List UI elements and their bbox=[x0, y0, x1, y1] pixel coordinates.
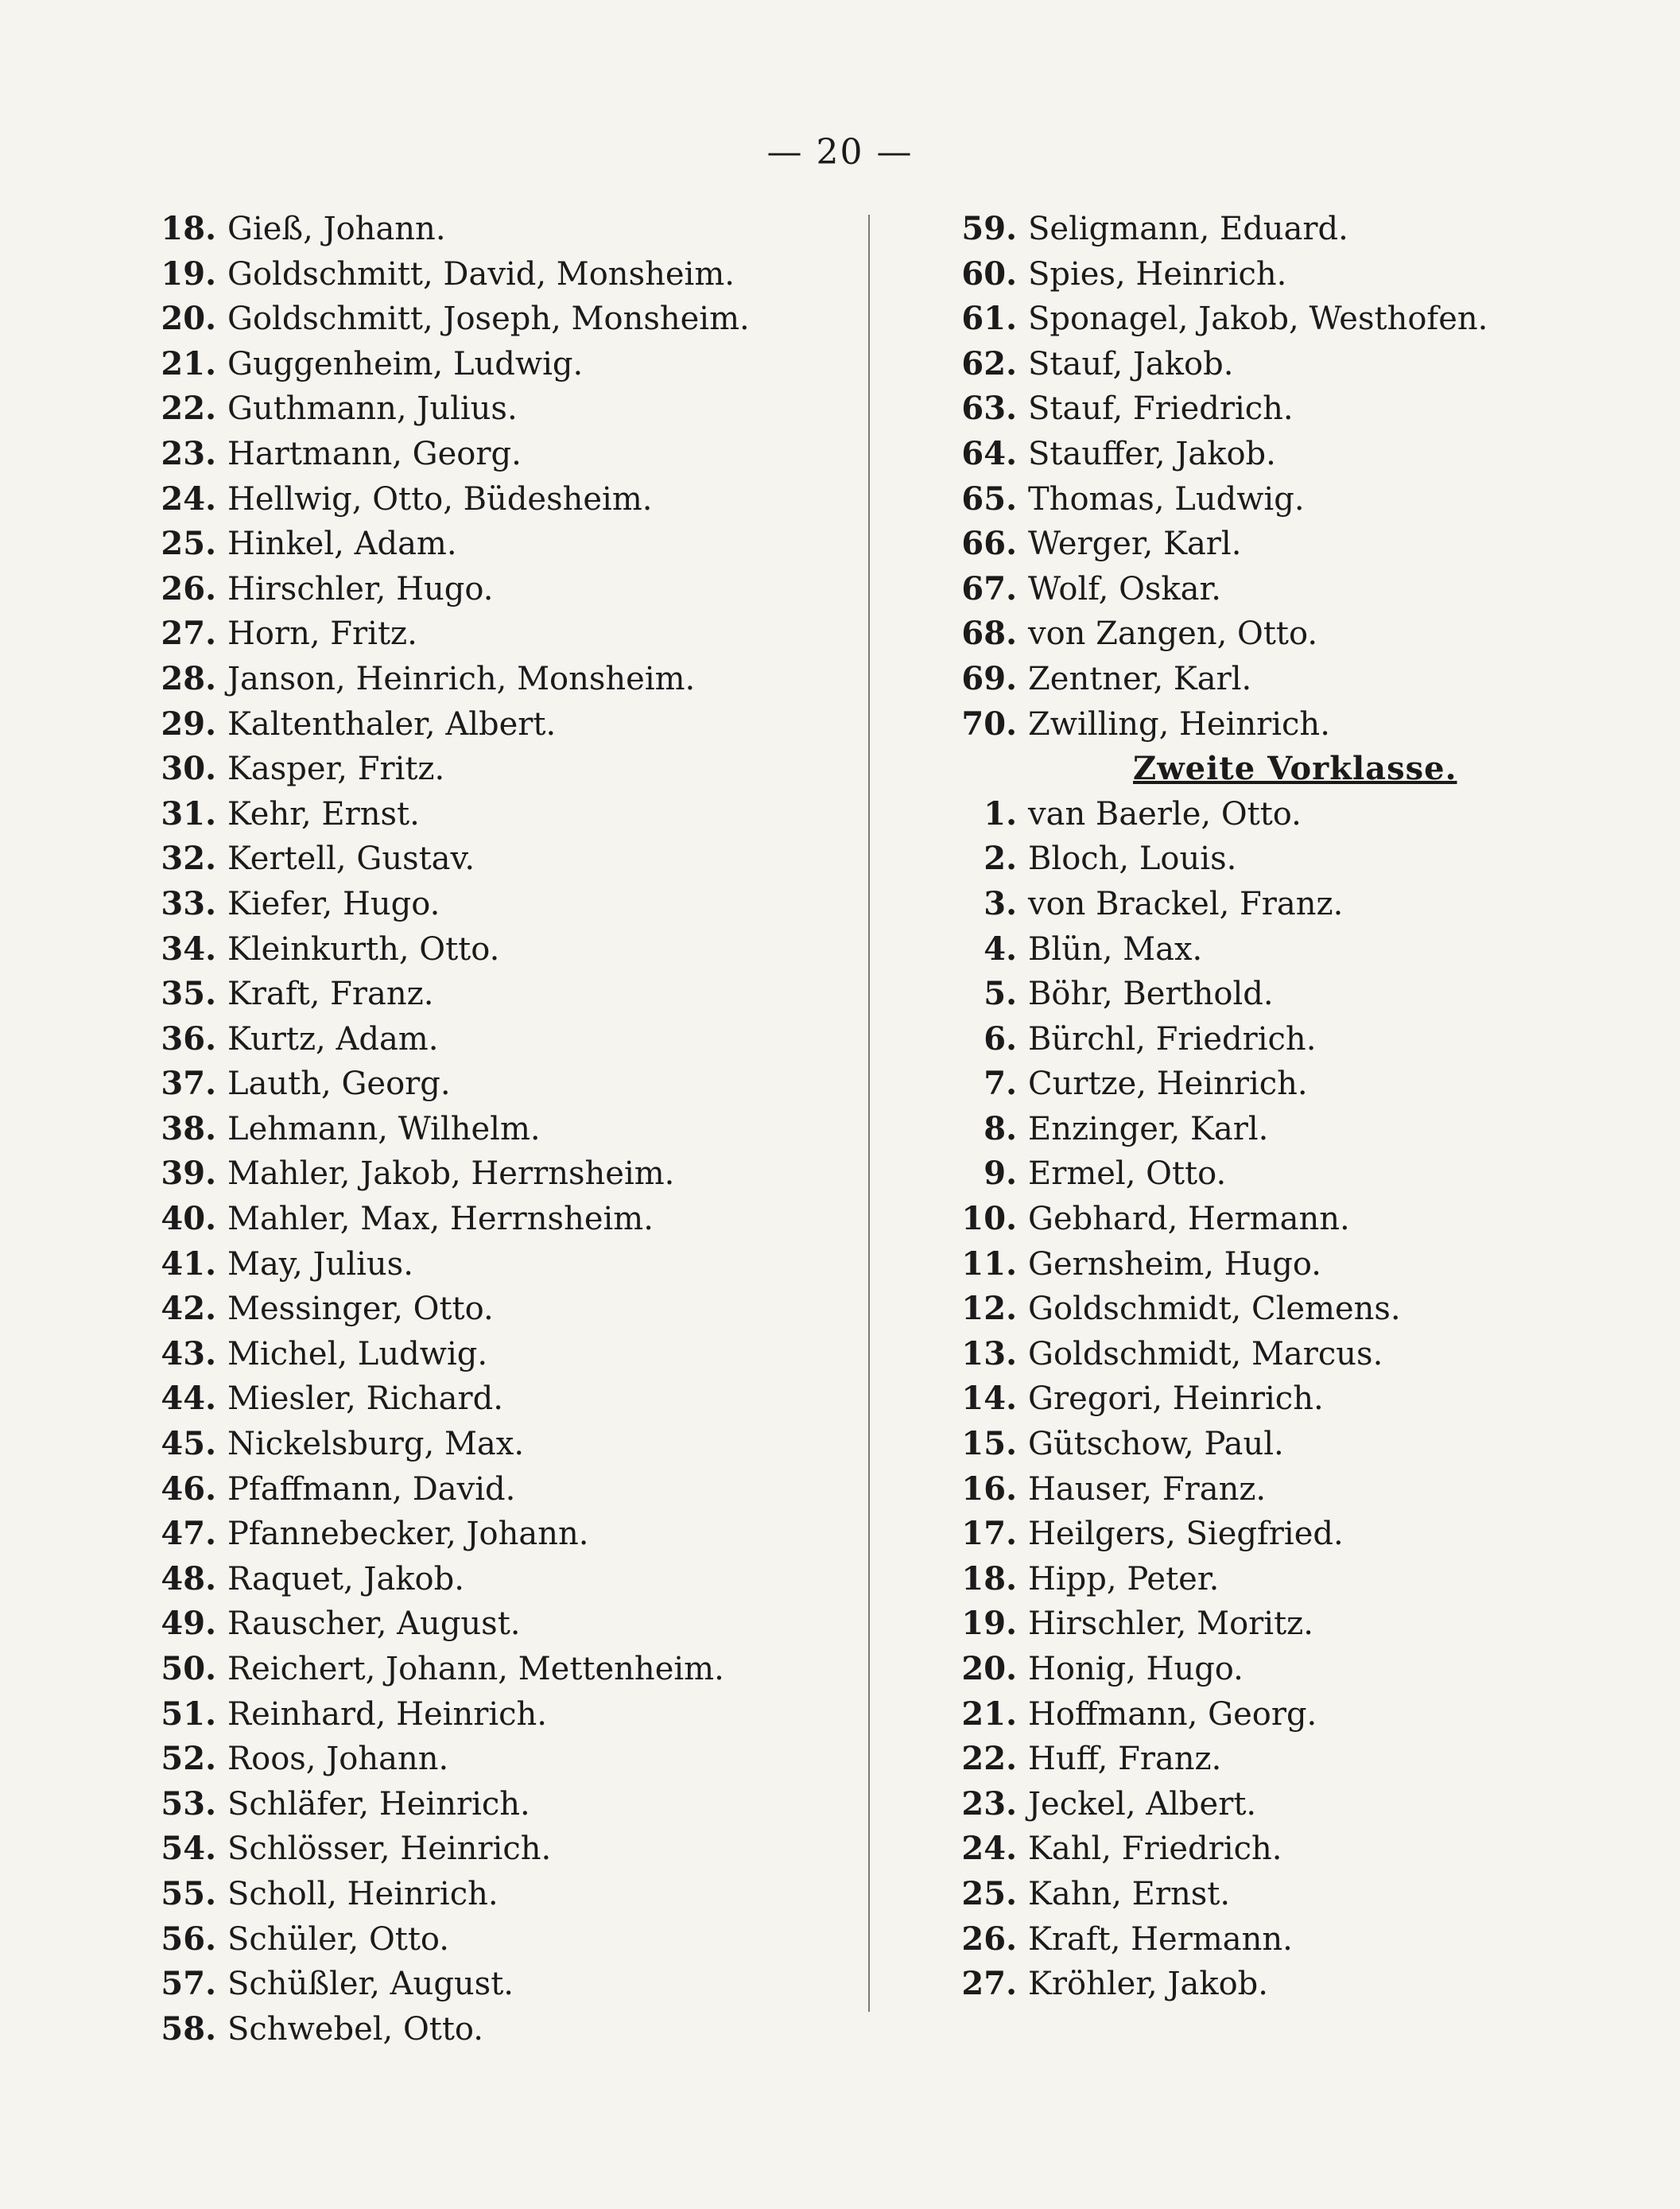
list-item bbox=[950, 1422, 1680, 1467]
student-name: Hinkel, Adam. bbox=[227, 526, 457, 563]
item-number: 49. bbox=[161, 1605, 216, 1643]
item-number: 15. bbox=[961, 1425, 1017, 1463]
list-item bbox=[149, 611, 913, 657]
list-item bbox=[149, 2007, 913, 2052]
item-number: 19. bbox=[161, 254, 216, 293]
item-number: 60. bbox=[961, 254, 1017, 293]
student-name: Pfaffmann, David. bbox=[227, 1470, 516, 1508]
item-number: 10. bbox=[961, 1200, 1017, 1238]
item-number: 69. bbox=[961, 659, 1017, 697]
list-item bbox=[149, 1376, 913, 1422]
list-item bbox=[149, 657, 913, 702]
list-item bbox=[950, 657, 1680, 702]
item-number: 21. bbox=[961, 1695, 1017, 1733]
student-name: Nickelsburg, Max. bbox=[227, 1426, 525, 1463]
student-name: Hoffmann, Georg. bbox=[1028, 1695, 1317, 1733]
student-name: Kleinkurth, Otto. bbox=[227, 930, 500, 968]
item-number: 26. bbox=[961, 1920, 1017, 1958]
item-number: 57. bbox=[161, 1965, 216, 2003]
student-name: Blün, Max. bbox=[1028, 930, 1203, 968]
list-item bbox=[149, 1467, 913, 1512]
item-number: 2. bbox=[984, 840, 1017, 878]
student-name: Mahler, Jakob, Herrnsheim. bbox=[227, 1155, 675, 1193]
student-name: Goldschmidt, Marcus. bbox=[1028, 1335, 1383, 1372]
student-name: Rauscher, August. bbox=[227, 1605, 521, 1643]
list-item bbox=[149, 1287, 913, 1332]
list-item bbox=[950, 1242, 1680, 1287]
item-number: 20. bbox=[161, 300, 216, 338]
item-number: 1. bbox=[984, 794, 1017, 833]
list-item bbox=[950, 522, 1680, 567]
item-number: 59. bbox=[961, 210, 1017, 247]
item-number: 30. bbox=[161, 750, 216, 788]
student-name: Lehmann, Wilhelm. bbox=[227, 1110, 541, 1147]
item-number: 23. bbox=[961, 1784, 1017, 1823]
list-item bbox=[950, 1872, 1680, 1917]
list-item bbox=[149, 1737, 913, 1782]
page-number: — 20 — bbox=[766, 132, 914, 173]
list-item bbox=[950, 1557, 1680, 1602]
student-name: Goldschmitt, David, Monsheim. bbox=[227, 255, 735, 293]
list-item bbox=[950, 611, 1680, 657]
item-number: 3. bbox=[984, 884, 1017, 922]
item-number: 70. bbox=[961, 705, 1017, 743]
student-name: Michel, Ludwig. bbox=[227, 1335, 488, 1372]
student-name: Roos, Johann. bbox=[227, 1741, 449, 1778]
item-number: 67. bbox=[961, 569, 1017, 608]
item-number: 11. bbox=[961, 1244, 1017, 1283]
item-number: 14. bbox=[961, 1380, 1017, 1418]
item-number: 64. bbox=[961, 434, 1017, 472]
list-item bbox=[950, 1917, 1680, 1962]
list-item bbox=[149, 1332, 913, 1377]
list-item bbox=[149, 792, 913, 837]
student-name: Werger, Karl. bbox=[1028, 526, 1242, 563]
list-item bbox=[149, 1692, 913, 1737]
item-number: 35. bbox=[161, 975, 216, 1013]
item-number: 9. bbox=[984, 1155, 1017, 1193]
list-item bbox=[149, 1962, 913, 2007]
list-item bbox=[149, 1917, 913, 1962]
item-number: 24. bbox=[961, 1830, 1017, 1868]
column-divider bbox=[868, 215, 870, 2012]
list-item bbox=[950, 1151, 1680, 1197]
student-name: Hirschler, Hugo. bbox=[227, 570, 494, 608]
list-item bbox=[950, 1062, 1680, 1107]
student-name: Kertell, Gustav. bbox=[227, 841, 475, 878]
item-number: 33. bbox=[161, 884, 216, 922]
item-number: 50. bbox=[161, 1650, 216, 1687]
list-item bbox=[950, 1512, 1680, 1557]
student-name: Kehr, Ernst. bbox=[227, 795, 420, 833]
item-number: 65. bbox=[961, 479, 1017, 518]
item-number: 12. bbox=[961, 1290, 1017, 1328]
list-item bbox=[950, 1376, 1680, 1422]
item-number: 8. bbox=[984, 1109, 1017, 1147]
list-item bbox=[950, 792, 1680, 837]
list-item bbox=[950, 882, 1680, 927]
item-number: 51. bbox=[161, 1695, 216, 1733]
item-number: 13. bbox=[961, 1334, 1017, 1372]
list-item bbox=[149, 1827, 913, 1872]
student-name: Kurtz, Adam. bbox=[227, 1020, 439, 1058]
list-item bbox=[950, 1962, 1680, 2007]
item-number: 7. bbox=[984, 1065, 1017, 1103]
item-number: 25. bbox=[961, 1874, 1017, 1912]
student-name: Mahler, Max, Herrnsheim. bbox=[227, 1201, 654, 1238]
student-name: Gieß, Johann. bbox=[227, 211, 446, 247]
list-item bbox=[950, 432, 1680, 477]
list-item bbox=[950, 297, 1680, 342]
list-item bbox=[950, 837, 1680, 882]
list-item bbox=[149, 972, 913, 1017]
list-item bbox=[149, 432, 913, 477]
list-item bbox=[149, 1017, 913, 1062]
list-item bbox=[950, 567, 1680, 612]
student-name: Guggenheim, Ludwig. bbox=[227, 345, 584, 382]
list-item bbox=[950, 927, 1680, 973]
list-item bbox=[950, 1017, 1680, 1062]
student-name: Guthmann, Julius. bbox=[227, 390, 518, 428]
item-number: 53. bbox=[161, 1784, 216, 1823]
student-name: von Brackel, Franz. bbox=[1028, 885, 1344, 922]
list-item bbox=[149, 1872, 913, 1917]
student-name: Hellwig, Otto, Büdesheim. bbox=[227, 480, 653, 518]
item-number: 26. bbox=[161, 569, 216, 608]
list-item bbox=[950, 207, 1680, 252]
item-number: 27. bbox=[961, 1965, 1017, 2003]
list-item bbox=[149, 1557, 913, 1602]
list-item bbox=[950, 477, 1680, 522]
item-number: 52. bbox=[161, 1740, 216, 1778]
student-name: Kraft, Hermann. bbox=[1028, 1920, 1293, 1958]
student-name: Seligmann, Eduard. bbox=[1028, 211, 1348, 247]
list-item bbox=[149, 252, 913, 297]
list-item bbox=[950, 342, 1680, 387]
list-item bbox=[149, 1062, 913, 1107]
list-item bbox=[149, 927, 913, 973]
item-number: 31. bbox=[161, 794, 216, 833]
student-name: Hartmann, Georg. bbox=[227, 435, 522, 472]
student-name: Böhr, Berthold. bbox=[1028, 976, 1274, 1013]
item-number: 47. bbox=[161, 1515, 216, 1553]
list-item bbox=[149, 297, 913, 342]
item-number: 39. bbox=[161, 1155, 216, 1193]
item-number: 38. bbox=[161, 1109, 216, 1147]
student-name: Goldschmidt, Clemens. bbox=[1028, 1291, 1401, 1328]
student-name: Schwebel, Otto. bbox=[227, 2010, 484, 2048]
student-name: Wolf, Oskar. bbox=[1028, 570, 1221, 608]
student-name: Bürchl, Friedrich. bbox=[1028, 1020, 1317, 1058]
student-name: Goldschmitt, Joseph, Monsheim. bbox=[227, 301, 750, 338]
student-name: Thomas, Ludwig. bbox=[1028, 480, 1305, 518]
student-name: Bloch, Louis. bbox=[1028, 841, 1237, 878]
item-number: 17. bbox=[961, 1515, 1017, 1553]
item-number: 41. bbox=[161, 1244, 216, 1283]
item-number: 34. bbox=[161, 930, 216, 968]
list-item bbox=[149, 567, 913, 612]
list-item bbox=[950, 386, 1680, 432]
student-name: Honig, Hugo. bbox=[1028, 1651, 1244, 1687]
student-name: Reichert, Johann, Mettenheim. bbox=[227, 1651, 724, 1687]
item-number: 62. bbox=[961, 344, 1017, 382]
student-name: von Zangen, Otto. bbox=[1028, 615, 1318, 653]
student-name: Scholl, Heinrich. bbox=[227, 1875, 499, 1912]
student-name: Schlösser, Heinrich. bbox=[227, 1830, 552, 1868]
list-item bbox=[149, 1151, 913, 1197]
item-number: 45. bbox=[161, 1425, 216, 1463]
item-number: 29. bbox=[161, 705, 216, 743]
list-item bbox=[950, 1467, 1680, 1512]
list-item bbox=[950, 1107, 1680, 1152]
list-item bbox=[950, 1287, 1680, 1332]
student-name: May, Julius. bbox=[227, 1245, 413, 1283]
student-name: Kahl, Friedrich. bbox=[1028, 1830, 1282, 1868]
item-number: 27. bbox=[161, 615, 216, 653]
item-number: 20. bbox=[961, 1650, 1017, 1687]
list-item bbox=[950, 972, 1680, 1017]
student-name: Schüßler, August. bbox=[227, 1966, 514, 2003]
student-name: Horn, Fritz. bbox=[227, 615, 417, 653]
item-number: 48. bbox=[161, 1559, 216, 1598]
list-item bbox=[149, 1242, 913, 1287]
student-name: Stauf, Friedrich. bbox=[1028, 390, 1294, 428]
list-item bbox=[149, 747, 913, 792]
student-name: Miesler, Richard. bbox=[227, 1380, 503, 1418]
list-item bbox=[950, 1737, 1680, 1782]
item-number: 6. bbox=[984, 1019, 1017, 1058]
student-name: Huff, Franz. bbox=[1028, 1741, 1222, 1778]
list-item bbox=[950, 702, 1680, 747]
student-name: van Baerle, Otto. bbox=[1028, 795, 1302, 833]
list-item bbox=[950, 1827, 1680, 1872]
student-name: Gregori, Heinrich. bbox=[1028, 1380, 1324, 1418]
item-number: 19. bbox=[961, 1605, 1017, 1643]
student-name: Kraft, Franz. bbox=[227, 976, 434, 1013]
student-name: Gebhard, Hermann. bbox=[1028, 1201, 1350, 1238]
item-number: 23. bbox=[161, 434, 216, 472]
item-number: 68. bbox=[961, 615, 1017, 653]
item-number: 44. bbox=[161, 1380, 216, 1418]
student-name: Kasper, Fritz. bbox=[227, 751, 445, 788]
list-item bbox=[950, 1601, 1680, 1647]
student-name: Kröhler, Jakob. bbox=[1028, 1966, 1268, 2003]
student-name: Gütschow, Paul. bbox=[1028, 1426, 1284, 1463]
item-number: 18. bbox=[161, 210, 216, 247]
student-name: Curtze, Heinrich. bbox=[1028, 1066, 1308, 1103]
list-item bbox=[950, 1692, 1680, 1737]
list-item bbox=[149, 1512, 913, 1557]
item-number: 25. bbox=[161, 525, 216, 563]
student-name: Hipp, Peter. bbox=[1028, 1560, 1220, 1598]
item-number: 63. bbox=[961, 390, 1017, 428]
item-number: 4. bbox=[984, 930, 1017, 968]
list-item bbox=[149, 342, 913, 387]
student-name: Janson, Heinrich, Monsheim. bbox=[227, 660, 696, 697]
item-number: 24. bbox=[161, 479, 216, 518]
student-name: Hauser, Franz. bbox=[1028, 1470, 1267, 1508]
left-column bbox=[149, 207, 913, 2052]
item-number: 22. bbox=[961, 1740, 1017, 1778]
list-item bbox=[950, 252, 1680, 297]
student-name: Spies, Heinrich. bbox=[1028, 255, 1287, 293]
list-item bbox=[950, 1782, 1680, 1827]
list-item bbox=[149, 1647, 913, 1692]
student-name: Heilgers, Siegfried. bbox=[1028, 1516, 1344, 1553]
item-number: 43. bbox=[161, 1334, 216, 1372]
list-item bbox=[149, 1422, 913, 1467]
student-name: Hirschler, Moritz. bbox=[1028, 1605, 1313, 1643]
item-number: 58. bbox=[161, 2009, 216, 2048]
list-item bbox=[149, 1601, 913, 1647]
section-heading: Zweite Vorklasse. bbox=[1133, 750, 1457, 788]
student-name: Schüler, Otto. bbox=[227, 1920, 449, 1958]
item-number: 36. bbox=[161, 1019, 216, 1058]
list-item bbox=[149, 837, 913, 882]
item-number: 61. bbox=[961, 300, 1017, 338]
list-item bbox=[149, 386, 913, 432]
list-item bbox=[149, 207, 913, 252]
student-name: Stauf, Jakob. bbox=[1028, 345, 1234, 382]
item-number: 46. bbox=[161, 1469, 216, 1508]
list-item bbox=[149, 477, 913, 522]
list-item bbox=[149, 702, 913, 747]
list-item bbox=[950, 1647, 1680, 1692]
student-name: Zentner, Karl. bbox=[1028, 660, 1252, 697]
student-name: Sponagel, Jakob, Westhofen. bbox=[1028, 301, 1488, 338]
student-name: Pfannebecker, Johann. bbox=[227, 1516, 589, 1553]
item-number: 37. bbox=[161, 1065, 216, 1103]
item-number: 21. bbox=[161, 344, 216, 382]
list-item bbox=[950, 1332, 1680, 1377]
item-number: 32. bbox=[161, 840, 216, 878]
item-number: 54. bbox=[161, 1830, 216, 1868]
student-name: Stauffer, Jakob. bbox=[1028, 435, 1276, 472]
student-name: Reinhard, Heinrich. bbox=[227, 1695, 548, 1733]
student-name: Zwilling, Heinrich. bbox=[1028, 705, 1330, 743]
list-item bbox=[149, 1782, 913, 1827]
item-number: 5. bbox=[984, 975, 1017, 1013]
right-column bbox=[950, 207, 1680, 2007]
item-number: 28. bbox=[161, 659, 216, 697]
student-name: Raquet, Jakob. bbox=[227, 1560, 464, 1598]
item-number: 22. bbox=[161, 390, 216, 428]
list-item bbox=[950, 1197, 1680, 1242]
item-number: 56. bbox=[161, 1920, 216, 1958]
list-item bbox=[149, 1197, 913, 1242]
student-name: Enzinger, Karl. bbox=[1028, 1110, 1269, 1147]
student-name: Messinger, Otto. bbox=[227, 1291, 494, 1328]
student-name: Lauth, Georg. bbox=[227, 1066, 451, 1103]
item-number: 16. bbox=[961, 1469, 1017, 1508]
item-number: 18. bbox=[961, 1559, 1017, 1598]
student-name: Jeckel, Albert. bbox=[1028, 1785, 1257, 1823]
student-name: Kaltenthaler, Albert. bbox=[227, 705, 557, 743]
student-name: Ermel, Otto. bbox=[1028, 1155, 1227, 1193]
item-number: 55. bbox=[161, 1874, 216, 1912]
list-item bbox=[149, 882, 913, 927]
list-item bbox=[149, 1107, 913, 1152]
list-item bbox=[149, 522, 913, 567]
item-number: 40. bbox=[161, 1200, 216, 1238]
student-name: Gernsheim, Hugo. bbox=[1028, 1245, 1321, 1283]
item-number: 66. bbox=[961, 525, 1017, 563]
student-name: Kiefer, Hugo. bbox=[227, 885, 440, 922]
student-name: Schläfer, Heinrich. bbox=[227, 1785, 530, 1823]
item-number: 42. bbox=[161, 1290, 216, 1328]
student-name: Kahn, Ernst. bbox=[1028, 1875, 1231, 1912]
